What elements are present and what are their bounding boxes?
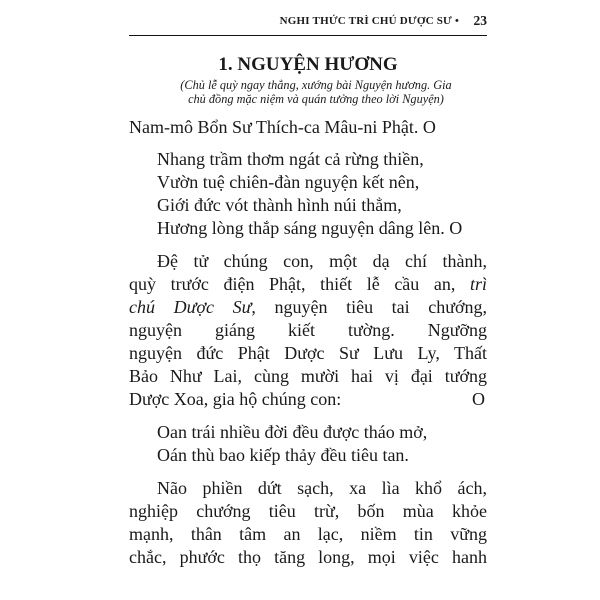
prose-line: Bảo Như Lai, cùng mười hai vị đại tướng <box>129 366 487 386</box>
prose-italic: chú Dược Sư <box>129 297 252 317</box>
page-number: 23 <box>473 13 487 28</box>
prose-line: Đệ tử chúng con, một dạ chí thành, <box>157 251 487 271</box>
section-title: 1. NGUYỆN HƯƠNG <box>218 54 398 75</box>
prose-line <box>129 297 487 318</box>
prose-line: nguyện đức Phật Dược Sư Lưu Ly, Thất <box>129 343 487 363</box>
prose-text: , nguyện tiêu tai chướng, <box>251 297 487 317</box>
verse-line: Vườn tuệ chiên-đàn nguyện kết nên, <box>157 172 420 192</box>
note-line: chủ đồng mặc niệm và quán tưởng theo lời Nguyện) <box>188 92 444 106</box>
prose-line <box>129 274 487 295</box>
prose-line: Não phiền dứt sạch, xa lìa khổ ách, <box>157 478 487 498</box>
prose-line: nghiệp chướng tiêu trừ, bốn mùa khỏe <box>129 501 487 521</box>
verse-line: Giới đức vót thành hình núi thẳm, <box>157 195 402 215</box>
instruction-note <box>148 78 484 106</box>
prose-line: nguyện giáng kiết tường. Ngưỡng <box>129 320 487 340</box>
note-line: (Chủ lễ quỳ ngay thẳng, xướng bài Nguyện hương. Gia <box>180 78 452 92</box>
verse-line: Hương lòng thắp sáng nguyện dâng lên. O <box>157 218 463 238</box>
verse-line: Oan trái nhiều đời đều được tháo mở, <box>157 422 428 442</box>
prose-line: mạnh, thân tâm an lạc, niềm tin vững <box>129 524 487 544</box>
prose-line: chắc, phước thọ tăng long, mọi việc hanh <box>129 547 487 567</box>
prose-italic: trì <box>470 274 488 294</box>
verse-line: Nhang trầm thơm ngát cả rừng thiền, <box>157 149 424 169</box>
running-title: NGHI THỨC TRÌ CHÚ DƯỢC SƯ • <box>279 15 459 27</box>
header-rule <box>129 35 487 36</box>
prose-text: quỳ trước điện Phật, thiết lễ cầu an, <box>129 274 456 294</box>
recitation-mark: O <box>472 389 485 409</box>
running-header <box>129 12 487 36</box>
invocation-line: Nam-mô Bổn Sư Thích-ca Mâu-ni Phật. O <box>129 117 436 137</box>
prose-line: Dược Xoa, gia hộ chúng con: <box>129 389 342 409</box>
verse-line: Oán thù bao kiếp thảy đều tiêu tan. <box>157 445 409 465</box>
